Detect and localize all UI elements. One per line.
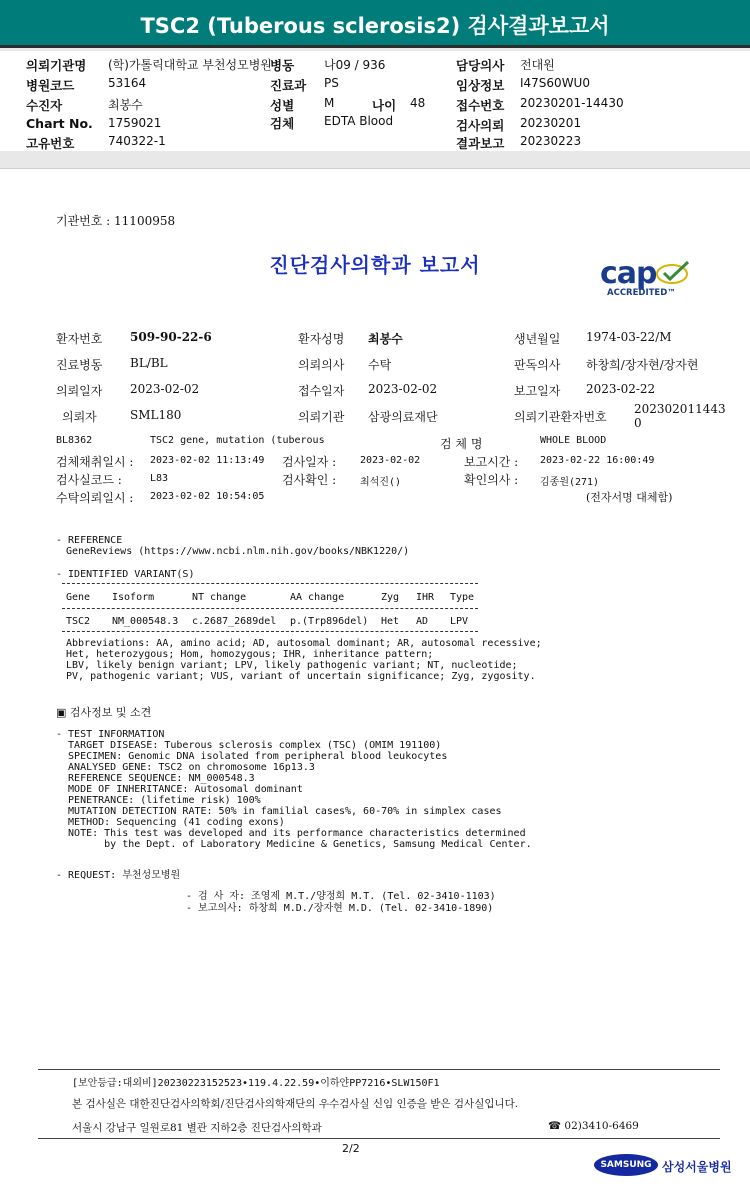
test-info-line: ANALYSED GENE: TSC2 on chromosome 16p13.3 (56, 762, 315, 773)
patient-label: 생년월일 (514, 332, 561, 346)
table-rule-bottom (62, 631, 478, 632)
patient-value: 1974-03-22/M (586, 330, 672, 344)
test-info-line: MUTATION DETECTION RATE: 50% in familial cases%, 60-70% in simplex cases (56, 806, 502, 817)
variant-col-header: Isoform (112, 592, 155, 603)
phone-line: ☎ 02)3410-6469 (548, 1120, 639, 1132)
order-header (0, 51, 750, 151)
row-value: 최석진() (360, 477, 402, 488)
patient-value: 하창희/장자현/장자현 (586, 358, 699, 372)
patient-label: 판독의사 (514, 358, 561, 372)
variant-cell: AD (416, 616, 429, 627)
cap-accredited: ACCREDITED™ (607, 288, 676, 298)
reference-heading: - REFERENCE (56, 535, 123, 546)
report-sheet (0, 168, 750, 1192)
row-label: 수탁의뢰일시 : (56, 491, 134, 505)
patient-label: 의뢰의사 (298, 358, 345, 372)
row-value: 김종원(271) (540, 477, 600, 488)
row-value: 2023-02-22 16:00:49 (540, 455, 655, 466)
header-value: 최봉수 (108, 98, 143, 112)
patient-label: 의뢰기관환자번호 (514, 410, 607, 424)
patient-label: 접수일자 (298, 384, 345, 398)
test-code: BL8362 (56, 435, 93, 446)
test-info-line: REFERENCE SEQUENCE: NM_000548.3 (56, 773, 255, 784)
header-label: 나이 (372, 98, 397, 113)
header-value: 전대원 (520, 58, 555, 72)
header-value: M (324, 96, 335, 110)
cap-check-icon (654, 260, 694, 284)
header-label: 담당의사 (456, 58, 505, 73)
header-label: 진료과 (270, 78, 307, 93)
row-label: 보고시간 : (464, 455, 519, 469)
test-info-line: by the Dept. of Laboratory Medicine & Genetics, Samsung Medical Center. (56, 839, 532, 850)
header-label: 결과보고 (456, 136, 505, 151)
row-value: 2023-02-02 (360, 455, 421, 466)
test-info-line: PENETRANCE: (lifetime risk) 100% (56, 795, 261, 806)
patient-value: 삼광의료재단 (368, 410, 438, 424)
header-label: 검사의뢰 (456, 118, 505, 133)
patient-label: 진료병동 (56, 358, 103, 372)
header-value: I47S60WU0 (520, 76, 590, 90)
patient-label: 의뢰일자 (56, 384, 103, 398)
certification-line: 본 검사실은 대한진단검사의학회/진단검사의학재단의 우수검사실 신임 인증을 받은 검사실입니다. (72, 1098, 519, 1110)
header-label: 의뢰기관명 (26, 58, 87, 73)
header-label: 접수번호 (456, 98, 505, 113)
patient-value-wrap: 0 (634, 416, 642, 430)
title-bar (0, 0, 750, 48)
test-info-line: NOTE: This test was developed and its performance characteristics determined (56, 828, 526, 839)
test-info-line: - TEST INFORMATION (56, 729, 165, 740)
header-value: 20230201-14430 (520, 96, 624, 110)
header-value: 나09 / 936 (324, 58, 386, 72)
row-label: 검사실코드 : (56, 473, 122, 487)
variant-col-header: AA change (290, 592, 345, 603)
header-label: 병동 (270, 58, 295, 73)
patient-value: 2023-02-02 (130, 382, 200, 396)
header-value: PS (324, 76, 339, 90)
header-value: 740322-1 (108, 134, 166, 148)
test-info-line: SPECIMEN: Genomic DNA isolated from peripheral blood leukocytes (56, 751, 448, 762)
test-info-line: TARGET DISEASE: Tuberous sclerosis complex (TSC) (OMIM 191100) (56, 740, 442, 751)
hospital-name: 삼성서울병원 (662, 1160, 732, 1174)
abbreviation-line: Abbreviations: AA, amino acid; AD, autosomal dominant; AR, autosomal recessive; (66, 638, 542, 649)
patient-label: 의뢰자 (62, 410, 97, 424)
variant-cell: c.2687_2689del (192, 616, 277, 627)
header-label: 고유번호 (26, 136, 75, 151)
staff-line: - 보고의사: 하창희 M.D./장자현 M.D. (Tel. 02-3410-1890) (186, 903, 494, 914)
specimen-label: 검 체 명 (440, 437, 483, 451)
patient-value: BL/BL (130, 356, 168, 370)
variant-col-header: Zyg (381, 592, 400, 603)
patient-label: 환자성명 (298, 332, 345, 346)
row-label: 검체채취일시 : (56, 455, 134, 469)
variant-cell: Het (381, 616, 400, 627)
patient-id: 509-90-22-6 (130, 330, 212, 344)
header-value: 20230201 (520, 116, 582, 130)
row-label: 확인의사 : (464, 473, 519, 487)
security-line: [보안등급:대외비]20230223152523•119.4.22.59•이하얀PP7216•SLW150F1 (72, 1078, 440, 1089)
patient-label: 환자번호 (56, 332, 103, 346)
samsung-logo: SAMSUNG (594, 1154, 658, 1176)
patient-value: SML180 (130, 408, 182, 422)
header-label: 수진자 (26, 98, 63, 113)
test-info-line: MODE OF INHERITANCE: Autosomal dominant (56, 784, 303, 795)
staff-line: - 검 사 자: 조영제 M.T./양정희 M.T. (Tel. 02-3410-1103) (186, 891, 496, 902)
table-rule-top (62, 583, 478, 584)
row-value: 2023-02-02 11:13:49 (150, 455, 265, 466)
variant-cell: TSC2 (66, 616, 91, 627)
header-value: EDTA Blood (324, 114, 394, 128)
header-value: 20230223 (520, 134, 582, 148)
patient-value: 202302011443 (634, 402, 726, 416)
specimen-value: WHOLE BLOOD (540, 435, 607, 446)
header-label: 병원코드 (26, 78, 75, 93)
section-heading: ▣ 검사정보 및 소견 (56, 706, 152, 719)
cap-wordmark: cap (600, 256, 657, 291)
header-label: 임상정보 (456, 78, 505, 93)
variant-col-header: Type (450, 592, 475, 603)
patient-value: 2023-02-22 (586, 382, 656, 396)
document-title: TSC2 (Tuberous sclerosis2) 검사결과보고서 (140, 14, 610, 38)
variant-cell: LPV (450, 616, 469, 627)
cap-logo (600, 256, 696, 302)
header-value: 48 (410, 96, 426, 110)
esign-note: (전자서명 대체함) (586, 491, 673, 504)
header-label: Chart No. (26, 116, 93, 131)
header-value: (학)가톨릭대학교 부천성모병원 (108, 58, 272, 72)
row-label: 검사일자 : (282, 455, 337, 469)
patient-name: 최봉수 (368, 332, 403, 346)
row-value: L83 (150, 473, 169, 484)
footer-box (38, 1069, 720, 1139)
abbreviation-line: PV, pathogenic variant; VUS, variant of uncertain significance; Zyg, zygosity. (66, 671, 536, 682)
test-name: TSC2 gene, mutation (tuberous (150, 435, 325, 446)
variant-cell: NM_000548.3 (112, 616, 179, 627)
patient-value: 수탁 (368, 358, 392, 372)
patient-value: 2023-02-02 (368, 382, 438, 396)
header-value: 53164 (108, 76, 147, 90)
header-label: 검체 (270, 116, 295, 131)
variant-cell: p.(Trp896del) (290, 616, 369, 627)
patient-label: 보고일자 (514, 384, 561, 398)
address-line: 서울시 강남구 일원로81 별관 지하2층 진단검사의학과 (72, 1122, 322, 1134)
test-info-line: METHOD: Sequencing (41 coding exons) (56, 817, 285, 828)
abbreviation-line: LBV, likely benign variant; LPV, likely pathogenic variant; NT, nucleotide; (66, 660, 518, 671)
institution-number: 기관번호 : 11100958 (56, 214, 176, 228)
row-value: 2023-02-02 10:54:05 (150, 491, 265, 502)
reference-link: GeneReviews (https://www.ncbi.nlm.nih.gov/books/NBK1220/) (66, 546, 410, 557)
request-line: - REQUEST: 부천성모병원 (56, 870, 181, 881)
row-label: 검사확인 : (282, 473, 337, 487)
variants-heading: - IDENTIFIED VARIANT(S) (56, 569, 195, 580)
report-title: 진단검사의학과 보고서 (269, 253, 481, 277)
page-number: 2/2 (342, 1142, 360, 1155)
table-rule-mid (62, 608, 478, 609)
patient-label: 의뢰기관 (298, 410, 345, 424)
variant-col-header: NT change (192, 592, 247, 603)
variant-col-header: IHR (416, 592, 435, 603)
header-label: 성별 (270, 98, 295, 113)
header-value: 1759021 (108, 116, 162, 130)
abbreviation-line: Het, heterozygous; Hom, homozygous; IHR, inheritance pattern; (66, 649, 434, 660)
variant-col-header: Gene (66, 592, 91, 603)
